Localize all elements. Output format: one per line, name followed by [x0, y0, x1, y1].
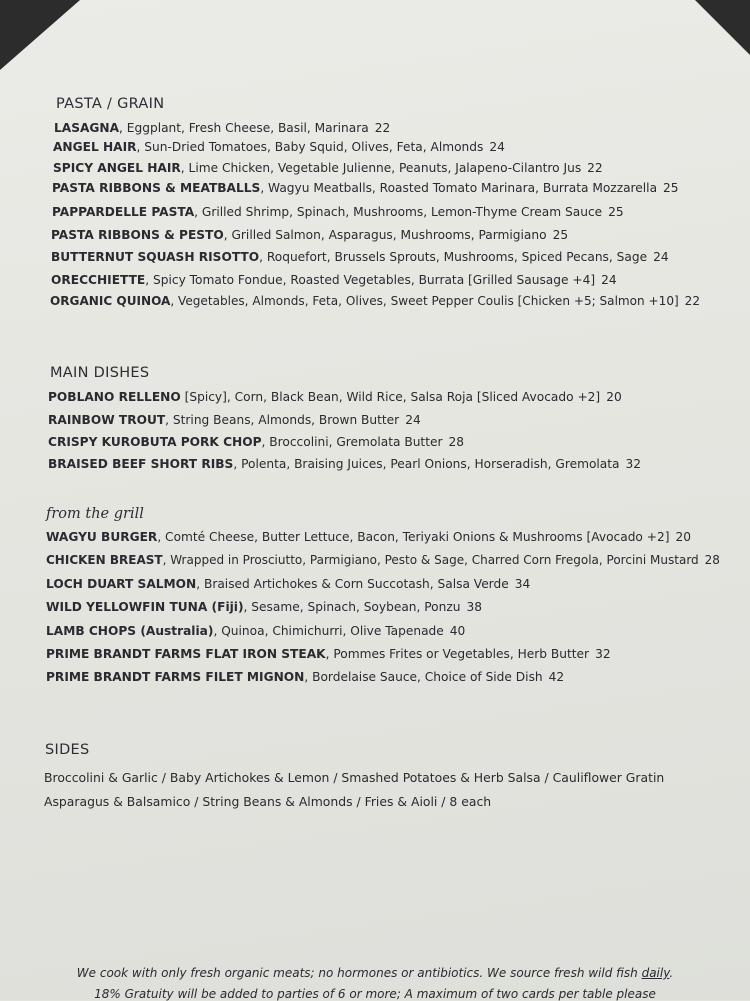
- item-name: PAPPARDELLE PASTA: [52, 205, 195, 219]
- item-price: 25: [552, 228, 569, 242]
- footer-note-gratuity: 18% Gratuity will be added to parties of 6 or more; A maximum of two cards per table please: [94, 987, 656, 1001]
- item-name: LAMB CHOPS (Australia): [46, 624, 214, 638]
- menu-item: [46, 553, 720, 567]
- item-price: 22: [374, 121, 391, 135]
- item-price: 32: [625, 457, 642, 471]
- section-title-sides: SIDES: [45, 742, 90, 758]
- item-price: 24: [601, 273, 617, 287]
- footer-emphasis: daily: [641, 966, 670, 980]
- item-description: , Wrapped in Prosciutto, Parmigiano, Pesto & Sage, Charred Corn Fregola, Porcini Mustard: [162, 553, 699, 567]
- item-description: , Grilled Salmon, Asparagus, Mushrooms, Parmigiano: [223, 228, 547, 242]
- menu-item: [54, 121, 390, 135]
- menu-item: [46, 577, 530, 591]
- item-name: LASAGNA: [54, 121, 120, 135]
- item-price: 20: [606, 390, 622, 404]
- item-price: 28: [448, 435, 464, 449]
- item-price: 40: [449, 624, 466, 638]
- item-price: 24: [653, 250, 669, 264]
- menu-item: [46, 600, 482, 614]
- footer-sourcing-text: We cook with only fresh organic meats; no hormones or antibiotics. We source fresh wild fish: [76, 966, 642, 980]
- item-price: 20: [675, 530, 691, 544]
- item-name: CRISPY KUROBUTA PORK CHOP: [48, 435, 262, 449]
- frame-corner-top-left: [0, 0, 80, 70]
- item-name: BUTTERNUT SQUASH RISOTTO: [51, 250, 260, 264]
- menu-item: [46, 647, 611, 661]
- menu-item: [48, 390, 622, 404]
- item-name: CHICKEN BREAST: [46, 553, 163, 567]
- item-name: LOCH DUART SALMON: [46, 577, 197, 591]
- menu-item: [51, 250, 669, 264]
- menu-item: [48, 457, 641, 471]
- menu-item: [46, 624, 465, 638]
- item-price: 34: [514, 577, 531, 591]
- sides-list-line-2: Asparagus & Balsamico / String Beans & Almonds / Fries & Aioli / 8 each: [44, 794, 492, 809]
- section-title-grill: from the grill: [46, 506, 144, 522]
- item-name: WAGYU BURGER: [46, 530, 158, 544]
- item-name: ORGANIC QUINOA: [50, 294, 171, 308]
- item-description: , Spicy Tomato Fondue, Roasted Vegetables, Burrata [Grilled Sausage +4]: [145, 273, 596, 287]
- menu-item: [50, 294, 700, 308]
- item-price: 24: [405, 413, 421, 427]
- item-description: , Eggplant, Fresh Cheese, Basil, Marinara: [119, 121, 369, 135]
- sides-list-line-1: Broccolini & Garlic / Baby Artichokes & Lemon / Smashed Potatoes & Herb Salsa / Cauliflower Gratin: [44, 770, 665, 785]
- item-price: 42: [548, 670, 565, 684]
- item-description: , Lime Chicken, Vegetable Julienne, Peanuts, Jalapeno-Cilantro Jus: [180, 161, 582, 175]
- item-description: , Grilled Shrimp, Spinach, Mushrooms, Lemon-Thyme Cream Sauce: [194, 205, 603, 219]
- item-name: PASTA RIBBONS & PESTO: [51, 228, 224, 242]
- item-name: WILD YELLOWFIN TUNA (Fiji): [46, 600, 244, 614]
- menu-item: [46, 530, 691, 544]
- item-name: SPICY ANGEL HAIR: [53, 161, 181, 175]
- item-description: , Braised Artichokes & Corn Succotash, Salsa Verde: [196, 577, 509, 591]
- item-price: 22: [684, 294, 701, 308]
- item-description: , Vegetables, Almonds, Feta, Olives, Sweet Pepper Coulis [Chicken +5; Salmon +10]: [170, 294, 679, 308]
- menu-item: [51, 273, 617, 287]
- item-description: [Spicy], Corn, Black Bean, Wild Rice, Salsa Roja [Sliced Avocado +2]: [180, 390, 601, 404]
- item-price: 25: [663, 181, 679, 195]
- item-name: ORECCHIETTE: [51, 273, 146, 287]
- item-price: 24: [489, 140, 505, 154]
- item-description: , Polenta, Braising Juices, Pearl Onions, Horseradish, Gremolata: [233, 457, 620, 471]
- item-name: PRIME BRANDT FARMS FILET MIGNON: [46, 670, 305, 684]
- footer-note-sourcing: [0, 966, 750, 980]
- item-name: PRIME BRANDT FARMS FLAT IRON STEAK: [46, 647, 326, 661]
- item-description: , Pommes Frites or Vegetables, Herb Butter: [325, 647, 590, 661]
- menu-item: [48, 413, 421, 427]
- item-name: PASTA RIBBONS & MEATBALLS: [52, 181, 261, 195]
- item-description: , Sesame, Spinach, Soybean, Ponzu: [243, 600, 461, 614]
- item-name: ANGEL HAIR: [53, 140, 137, 154]
- section-title-pasta: PASTA / GRAIN: [56, 96, 165, 112]
- menu-item: [53, 161, 603, 175]
- menu-item: [52, 181, 679, 195]
- item-price: 32: [595, 647, 611, 661]
- item-price: 28: [704, 553, 720, 567]
- menu-item: [48, 435, 464, 449]
- item-description: , Comté Cheese, Butter Lettuce, Bacon, Teriyaki Onions & Mushrooms [Avocado +2]: [157, 530, 670, 544]
- frame-corner-top-right: [695, 0, 750, 55]
- item-description: , Roquefort, Brussels Sprouts, Mushrooms, Spiced Pecans, Sage: [259, 250, 648, 264]
- item-name: RAINBOW TROUT: [48, 413, 166, 427]
- menu-item: [53, 140, 505, 154]
- item-description: , Quinoa, Chimichurri, Olive Tapenade: [213, 624, 444, 638]
- item-price: 38: [466, 600, 483, 614]
- item-price: 25: [608, 205, 624, 219]
- menu-item: [51, 228, 568, 242]
- item-description: , Bordelaise Sauce, Choice of Side Dish: [304, 670, 543, 684]
- footer-period: .: [669, 966, 674, 980]
- menu-item: [52, 205, 624, 219]
- section-title-main-dishes: MAIN DISHES: [50, 365, 150, 381]
- menu-item: [46, 670, 564, 684]
- item-description: , Wagyu Meatballs, Roasted Tomato Marinara, Burrata Mozzarella: [260, 181, 658, 195]
- item-description: , Broccolini, Gremolata Butter: [261, 435, 443, 449]
- item-name: BRAISED BEEF SHORT RIBS: [48, 457, 234, 471]
- item-price: 22: [587, 161, 603, 175]
- item-description: , String Beans, Almonds, Brown Butter: [165, 413, 400, 427]
- item-name: POBLANO RELLENO: [48, 390, 181, 404]
- item-description: , Sun-Dried Tomatoes, Baby Squid, Olives, Feta, Almonds: [136, 140, 484, 154]
